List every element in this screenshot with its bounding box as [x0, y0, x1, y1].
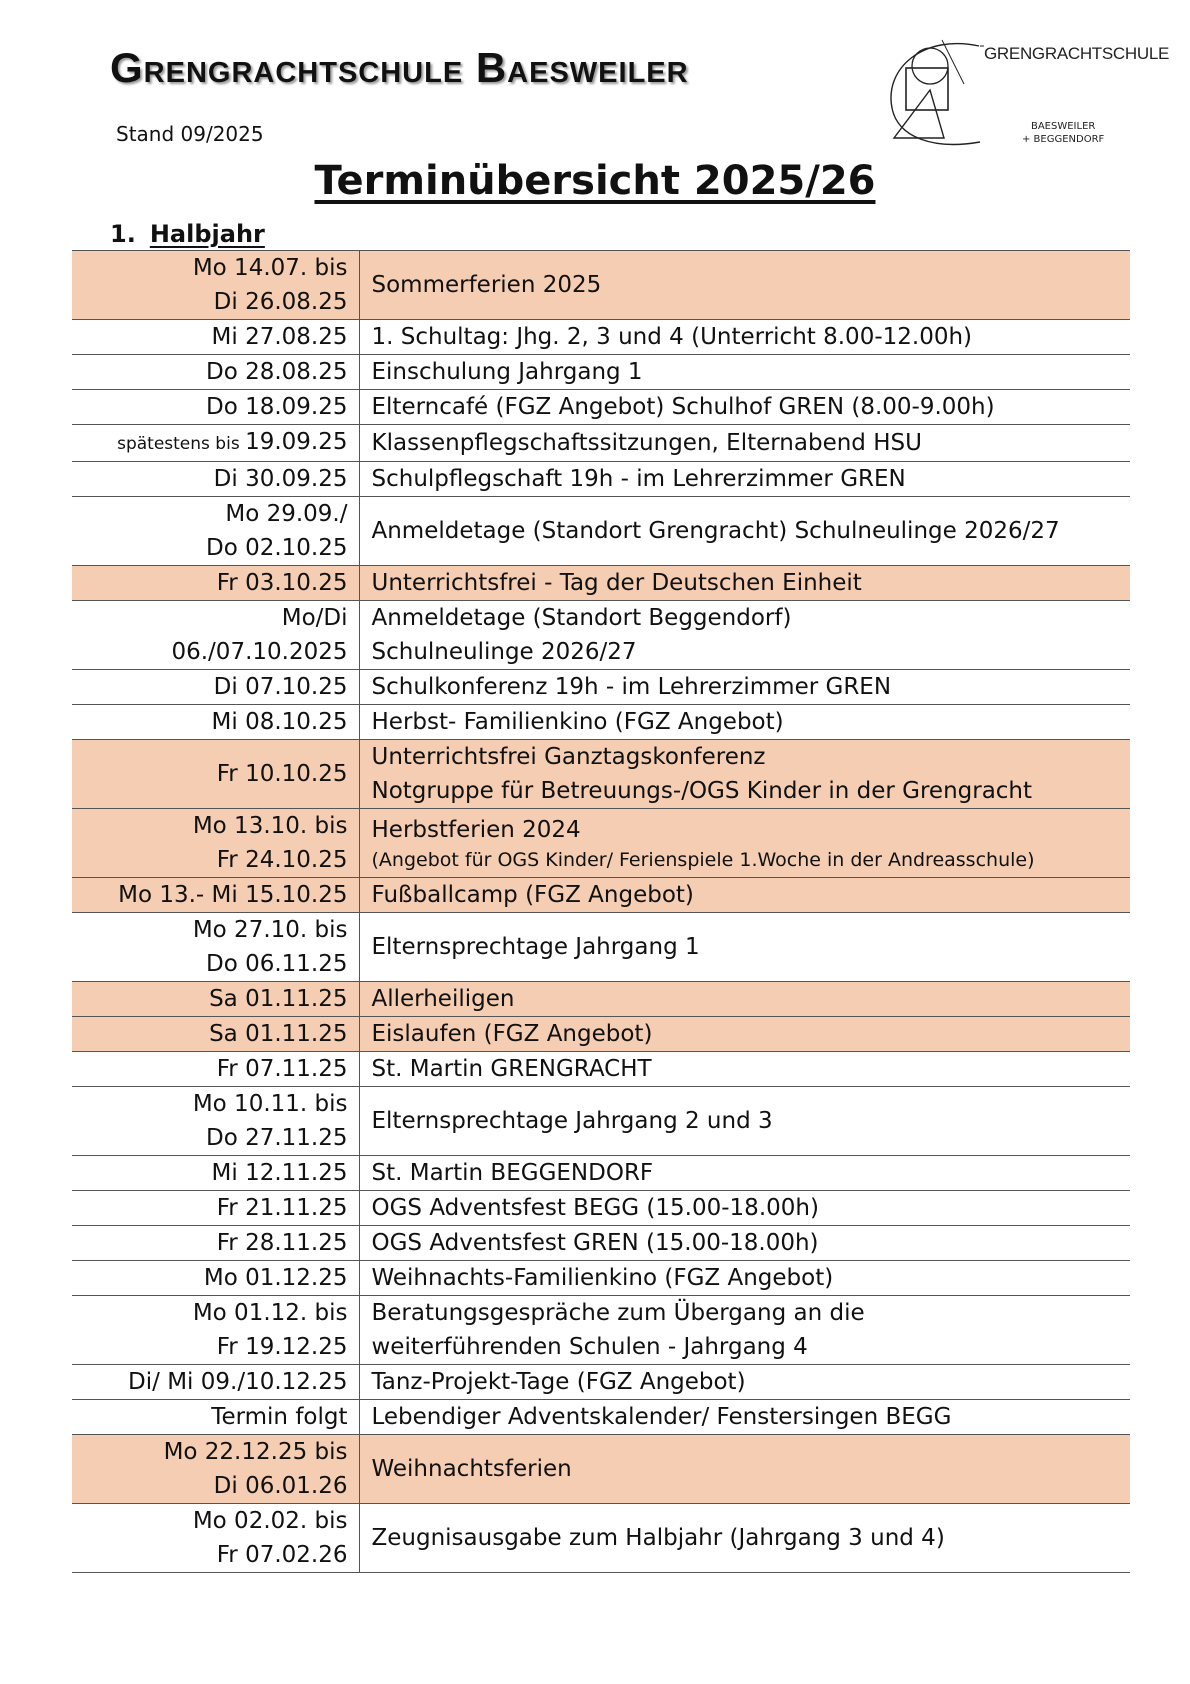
table-row	[72, 462, 1130, 497]
date-line: Mo 13.10. bis	[192, 813, 348, 839]
event-line: Notgruppe für Betreuungs-/OGS Kinder in der Grengracht	[371, 778, 1033, 804]
table-row	[72, 251, 1130, 320]
date-line: 06./07.10.2025	[171, 639, 348, 665]
date-line: Mo/Di	[281, 605, 348, 631]
event-line: weiterführenden Schulen - Jahrgang 4	[371, 1334, 808, 1360]
date-line: Mo 10.11. bis	[192, 1091, 348, 1117]
table-row	[72, 390, 1130, 425]
date-line: Di 30.09.25	[213, 466, 348, 492]
event-line: Elternsprechtage Jahrgang 2 und 3	[371, 1108, 773, 1134]
event-line: Lebendiger Adventskalender/ Fenstersingen BEGG	[371, 1404, 952, 1430]
event-line: Herbst- Familienkino (FGZ Angebot)	[371, 709, 784, 735]
row-date	[72, 670, 359, 705]
date-line: Mo 01.12. bis	[192, 1300, 348, 1326]
school-logo	[884, 38, 1170, 158]
row-date	[72, 462, 359, 497]
row-event	[359, 705, 1130, 740]
date-line: Mo 29.09./	[225, 501, 348, 527]
date-line: Fr 07.11.25	[216, 1056, 348, 1082]
school-name: Grengrachtschule Baesweiler	[110, 44, 689, 91]
event-line: Beratungsgespräche zum Übergang an die	[371, 1300, 865, 1326]
event-line: Zeugnisausgabe zum Halbjahr (Jahrgang 3 und 4)	[371, 1525, 945, 1551]
row-date	[72, 1435, 359, 1504]
date-line: Do 28.08.25	[205, 359, 348, 385]
row-date	[72, 1400, 359, 1435]
row-event	[359, 1435, 1130, 1504]
event-line: Unterrichtsfrei - Tag der Deutschen Einheit	[371, 570, 862, 596]
row-event	[359, 251, 1130, 320]
row-date	[72, 566, 359, 601]
event-line: OGS Adventsfest GREN (15.00-18.00h)	[371, 1230, 819, 1256]
date-line: Di 06.01.26	[213, 1473, 348, 1499]
logo-subtext-1: BAESWEILER	[1030, 121, 1096, 132]
event-line: Weihnachts-Familienkino (FGZ Angebot)	[371, 1265, 834, 1291]
row-date	[72, 355, 359, 390]
row-date	[72, 251, 359, 320]
row-date	[72, 705, 359, 740]
date-line: Di 26.08.25	[213, 289, 348, 315]
event-line: Elterncafé (FGZ Angebot) Schulhof GREN (8.00-9.00h)	[371, 394, 995, 420]
event-line: 1. Schultag: Jhg. 2, 3 und 4 (Unterricht 8.00-12.00h)	[371, 324, 973, 350]
section-label: Halbjahr	[149, 220, 265, 248]
row-event	[359, 355, 1130, 390]
event-line: Einschulung Jahrgang 1	[371, 359, 643, 385]
date-line: Fr 07.02.26	[216, 1542, 348, 1568]
date-line: Do 27.11.25	[205, 1125, 348, 1151]
table-row	[72, 1365, 1130, 1400]
row-date	[72, 1191, 359, 1226]
row-event	[359, 566, 1130, 601]
row-event	[359, 1365, 1130, 1400]
event-line: Schulneulinge 2026/27	[371, 639, 637, 665]
row-event	[359, 1504, 1130, 1573]
row-date	[72, 1052, 359, 1087]
table-row	[72, 497, 1130, 566]
table-row	[72, 1504, 1130, 1573]
row-date	[72, 1226, 359, 1261]
row-date	[72, 913, 359, 982]
row-event	[359, 425, 1130, 462]
event-line: Anmeldetage (Standort Grengracht) Schulneulinge 2026/27	[371, 518, 1060, 544]
row-date	[72, 497, 359, 566]
event-line: St. Martin GRENGRACHT	[371, 1056, 652, 1082]
date-line: Do 02.10.25	[205, 535, 348, 561]
event-line: Weihnachtsferien	[371, 1456, 572, 1482]
event-note: (Angebot für OGS Kinder/ Ferienspiele 1.Woche in der Andreasschule)	[371, 849, 1035, 871]
row-date	[72, 982, 359, 1017]
logo-subtext	[1022, 120, 1104, 146]
date-line: Mo 02.02. bis	[192, 1508, 348, 1534]
table-row	[72, 878, 1130, 913]
logo-text: GRENGRACHTSCHULE	[984, 44, 1170, 63]
page-title: Terminübersicht 2025/26	[314, 158, 876, 204]
date-line: Fr 24.10.25	[216, 847, 348, 873]
date-line: Do 18.09.25	[205, 394, 348, 420]
table-row	[72, 1226, 1130, 1261]
date-line: Mi 12.11.25	[211, 1160, 348, 1186]
date-line: spätestens bis 19.09.25	[117, 429, 348, 455]
logo-icon	[884, 38, 994, 158]
date-line: Mo 14.07. bis	[192, 255, 348, 281]
row-date	[72, 390, 359, 425]
date-line: Mo 27.10. bis	[192, 917, 348, 943]
event-line: St. Martin BEGGENDORF	[371, 1160, 654, 1186]
date-line: Di/ Mi 09./10.12.25	[128, 1369, 348, 1395]
row-event	[359, 670, 1130, 705]
event-line: Anmeldetage (Standort Beggendorf)	[371, 605, 792, 631]
date-line: Fr 19.12.25	[216, 1334, 348, 1360]
row-event	[359, 390, 1130, 425]
row-date	[72, 425, 359, 462]
table-row	[72, 1156, 1130, 1191]
event-line: Sommerferien 2025	[371, 272, 602, 298]
row-event	[359, 1052, 1130, 1087]
table-row	[72, 1052, 1130, 1087]
section-number: 1.	[110, 220, 136, 248]
row-date	[72, 809, 359, 878]
row-date	[72, 1017, 359, 1052]
table-row	[72, 670, 1130, 705]
row-date	[72, 1296, 359, 1365]
row-event	[359, 982, 1130, 1017]
row-event	[359, 809, 1130, 878]
event-line: Unterrichtsfrei Ganztagskonferenz	[371, 744, 766, 770]
row-event	[359, 913, 1130, 982]
row-date	[72, 878, 359, 913]
row-event	[359, 1261, 1130, 1296]
table-row	[72, 1400, 1130, 1435]
date-line: Do 06.11.25	[205, 951, 348, 977]
date-prefix: spätestens bis	[117, 434, 246, 454]
logo-subtext-2: + BEGGENDORF	[1022, 134, 1105, 145]
date-line: Mo 13.- Mi 15.10.25	[118, 882, 348, 908]
event-line: Fußballcamp (FGZ Angebot)	[371, 882, 694, 908]
event-line: Schulkonferenz 19h - im Lehrerzimmer GREN	[371, 674, 892, 700]
date-line: Sa 01.11.25	[209, 986, 348, 1012]
table-row	[72, 913, 1130, 982]
row-date	[72, 1365, 359, 1400]
date-line: Mo 01.12.25	[203, 1265, 348, 1291]
row-date	[72, 1087, 359, 1156]
row-event	[359, 1296, 1130, 1365]
event-line: Klassenpflegschaftssitzungen, Elternabend HSU	[371, 430, 922, 456]
row-date	[72, 320, 359, 355]
row-event	[359, 1156, 1130, 1191]
schedule-body	[72, 251, 1130, 1573]
table-row	[72, 705, 1130, 740]
date-line: Fr 28.11.25	[216, 1230, 348, 1256]
date-line: Fr 21.11.25	[216, 1195, 348, 1221]
row-event	[359, 1400, 1130, 1435]
event-line: Elternsprechtage Jahrgang 1	[371, 934, 700, 960]
table-row	[72, 355, 1130, 390]
stand-date: Stand 09/2025	[116, 122, 264, 146]
row-event	[359, 497, 1130, 566]
event-line: OGS Adventsfest BEGG (15.00-18.00h)	[371, 1195, 819, 1221]
date-line: Di 07.10.25	[213, 674, 348, 700]
date-line: Sa 01.11.25	[209, 1021, 348, 1047]
row-event	[359, 1087, 1130, 1156]
schedule-table	[72, 250, 1130, 1573]
event-line: Allerheiligen	[371, 986, 515, 1012]
section-heading	[110, 220, 265, 248]
date-line: Termin folgt	[211, 1404, 348, 1430]
row-event	[359, 601, 1130, 670]
date-line: Mi 27.08.25	[211, 324, 348, 350]
row-event	[359, 1191, 1130, 1226]
event-line: Tanz-Projekt-Tage (FGZ Angebot)	[371, 1369, 746, 1395]
row-date	[72, 740, 359, 809]
date-line: Mi 08.10.25	[211, 709, 348, 735]
row-event	[359, 320, 1130, 355]
row-event	[359, 740, 1130, 809]
table-row	[72, 1191, 1130, 1226]
table-row	[72, 982, 1130, 1017]
table-row	[72, 1435, 1130, 1504]
row-date	[72, 1261, 359, 1296]
date-line: Fr 03.10.25	[216, 570, 348, 596]
row-date	[72, 1156, 359, 1191]
row-date	[72, 601, 359, 670]
date-line: Mo 22.12.25 bis	[163, 1439, 348, 1465]
table-row	[72, 1017, 1130, 1052]
table-row	[72, 425, 1130, 462]
table-row	[72, 566, 1130, 601]
row-event	[359, 1226, 1130, 1261]
table-row	[72, 1296, 1130, 1365]
table-row	[72, 740, 1130, 809]
event-line: Eislaufen (FGZ Angebot)	[371, 1021, 653, 1047]
event-line: Herbstferien 2024	[371, 817, 581, 843]
row-event	[359, 1017, 1130, 1052]
table-row	[72, 320, 1130, 355]
row-event	[359, 462, 1130, 497]
table-row	[72, 1261, 1130, 1296]
table-row	[72, 809, 1130, 878]
event-line: Schulpflegschaft 19h - im Lehrerzimmer GREN	[371, 466, 906, 492]
row-date	[72, 1504, 359, 1573]
row-event	[359, 878, 1130, 913]
table-row	[72, 1087, 1130, 1156]
table-row	[72, 601, 1130, 670]
date-line: Fr 10.10.25	[216, 761, 348, 787]
